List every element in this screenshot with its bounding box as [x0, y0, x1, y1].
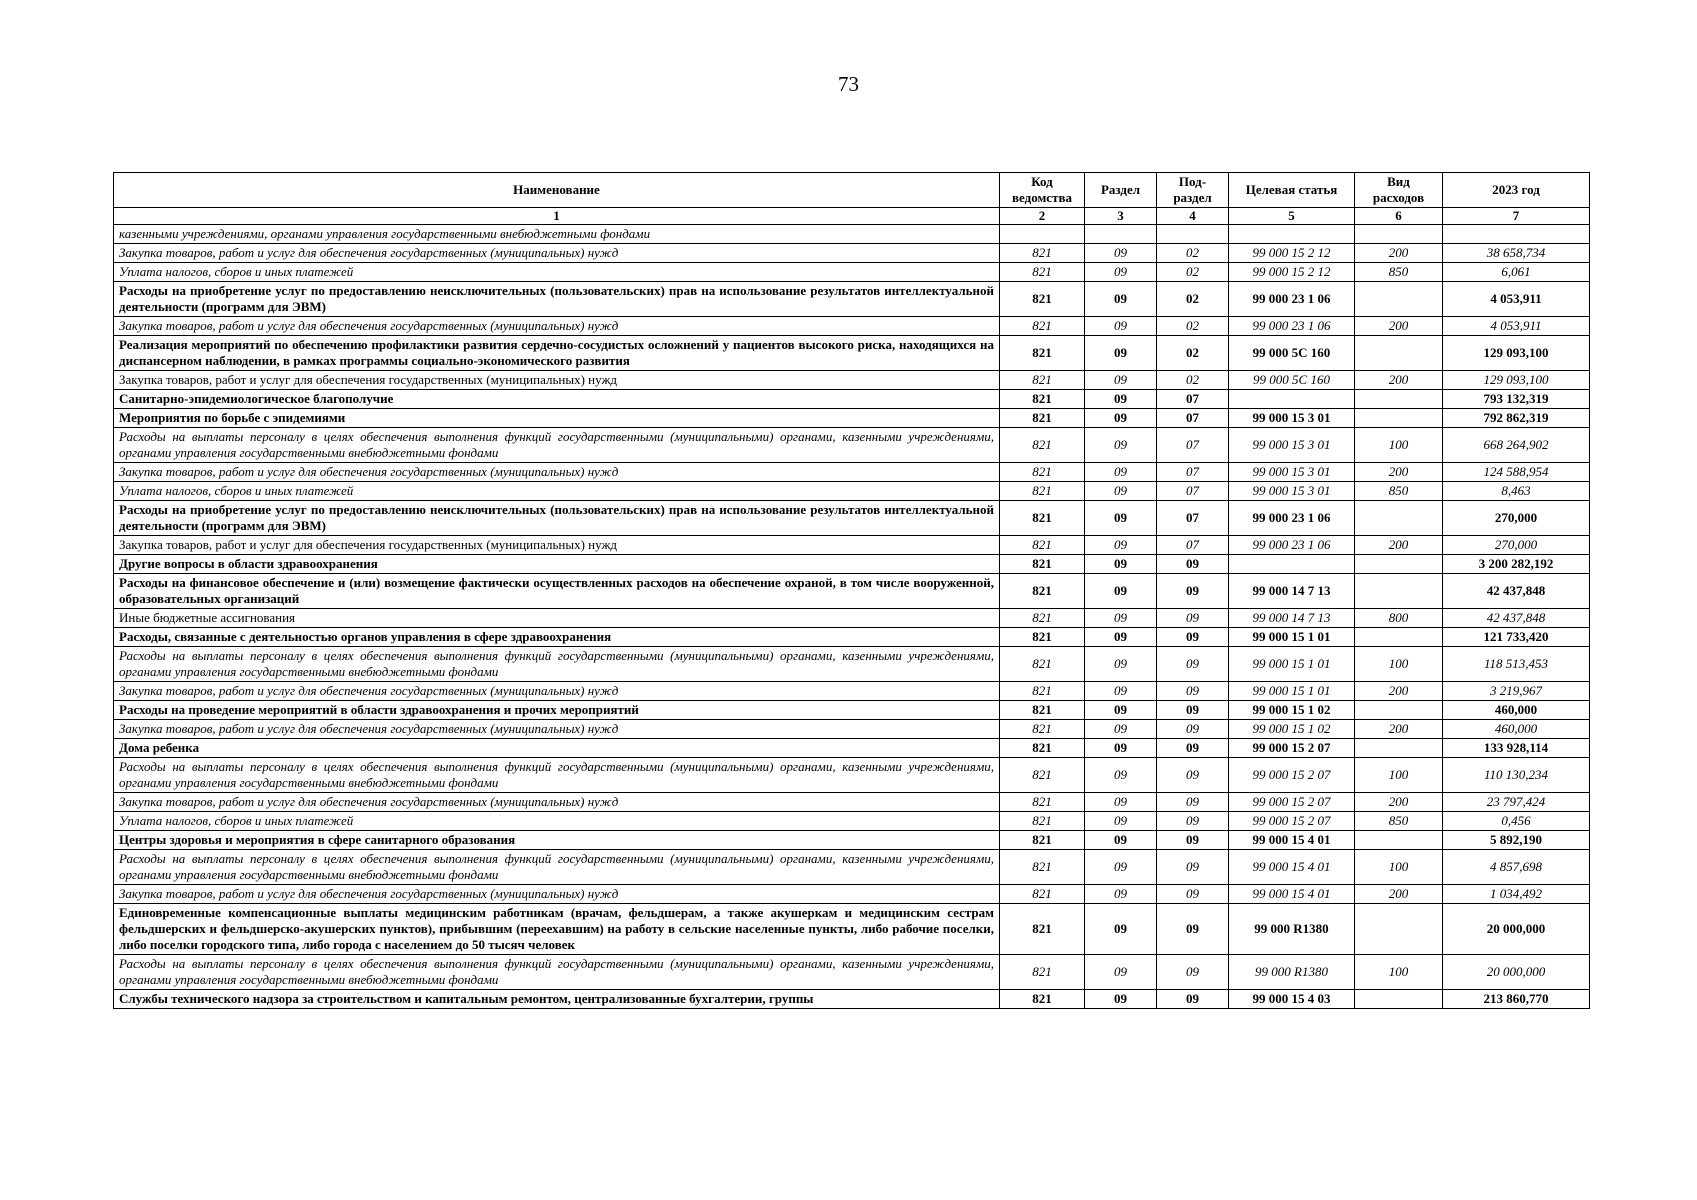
- table-row: [114, 850, 1590, 885]
- row-subsection-cell: 07: [1157, 536, 1229, 555]
- row-amount-cell: 213 860,770: [1443, 990, 1590, 1009]
- table-row: [114, 501, 1590, 536]
- table-row: [114, 409, 1590, 428]
- row-name-cell: Иные бюджетные ассигнования: [114, 609, 1000, 628]
- row-name-cell: Расходы на выплаты персоналу в целях обеспечения выполнения функций государственными (муниципальными) органами, казенными учреждениями, органами управления государственными внебюджетными фондами: [114, 850, 1000, 885]
- table-row: [114, 812, 1590, 831]
- row-target-cell: 99 000 R1380: [1229, 904, 1355, 955]
- row-name-cell: Единовременные компенсационные выплаты медицинским работникам (врачам, фельдшерам, а также акушеркам и медицинским сестрам фельдшерских и фельдшерско-акушерских пунктов), прибывшим (переехавшим) на работу в сельские населенные пункты, либо рабочие поселки, либо поселки городского типа, либо города с населением до 50 тысяч человек: [114, 904, 1000, 955]
- row-subsection-cell: 09: [1157, 555, 1229, 574]
- row-target-cell: 99 000 5С 160: [1229, 371, 1355, 390]
- row-amount-cell: 133 928,114: [1443, 739, 1590, 758]
- row-dept-cell: 821: [1000, 812, 1085, 831]
- row-dept-cell: 821: [1000, 317, 1085, 336]
- row-dept-cell: 821: [1000, 463, 1085, 482]
- row-kind-cell: 100: [1355, 428, 1443, 463]
- row-name-cell: Закупка товаров, работ и услуг для обеспечения государственных (муниципальных) нужд: [114, 536, 1000, 555]
- row-amount-cell: 460,000: [1443, 720, 1590, 739]
- row-section-cell: 09: [1085, 990, 1157, 1009]
- row-name-cell: Расходы на проведение мероприятий в области здравоохранения и прочих мероприятий: [114, 701, 1000, 720]
- row-name-cell: Уплата налогов, сборов и иных платежей: [114, 263, 1000, 282]
- row-section-cell: 09: [1085, 555, 1157, 574]
- row-kind-cell: 200: [1355, 682, 1443, 701]
- row-amount-cell: 270,000: [1443, 501, 1590, 536]
- row-kind-cell: 200: [1355, 536, 1443, 555]
- row-kind-cell: 200: [1355, 244, 1443, 263]
- row-amount-cell: 8,463: [1443, 482, 1590, 501]
- row-dept-cell: 821: [1000, 409, 1085, 428]
- row-target-cell: 99 000 15 1 01: [1229, 647, 1355, 682]
- row-amount-cell: 20 000,000: [1443, 955, 1590, 990]
- row-subsection-cell: 09: [1157, 850, 1229, 885]
- row-kind-cell: [1355, 336, 1443, 371]
- row-target-cell: 99 000 15 2 07: [1229, 758, 1355, 793]
- row-dept-cell: 821: [1000, 758, 1085, 793]
- column-number: 5: [1229, 208, 1355, 225]
- row-subsection-cell: 09: [1157, 904, 1229, 955]
- row-kind-cell: 850: [1355, 812, 1443, 831]
- row-section-cell: 09: [1085, 482, 1157, 501]
- header-kind: Вид расходов: [1355, 173, 1443, 208]
- row-subsection-cell: 09: [1157, 812, 1229, 831]
- row-name-cell: Расходы на выплаты персоналу в целях обеспечения выполнения функций государственными (муниципальными) органами, казенными учреждениями, органами управления государственными внебюджетными фондами: [114, 647, 1000, 682]
- row-amount-cell: 38 658,734: [1443, 244, 1590, 263]
- table-row: [114, 428, 1590, 463]
- row-dept-cell: 821: [1000, 263, 1085, 282]
- row-name-cell: Реализация мероприятий по обеспечению профилактики развития сердечно-сосудистых осложнений у пациентов высокого риска, находящихся на диспансерном наблюдении, в рамках программы социально-экономического развития: [114, 336, 1000, 371]
- row-section-cell: 09: [1085, 371, 1157, 390]
- row-dept-cell: 821: [1000, 555, 1085, 574]
- row-name-cell: Уплата налогов, сборов и иных платежей: [114, 812, 1000, 831]
- row-amount-cell: 0,456: [1443, 812, 1590, 831]
- row-subsection-cell: 02: [1157, 371, 1229, 390]
- row-kind-cell: 850: [1355, 263, 1443, 282]
- table-row: [114, 609, 1590, 628]
- row-amount-cell: 129 093,100: [1443, 336, 1590, 371]
- row-section-cell: 09: [1085, 390, 1157, 409]
- row-name-cell: Расходы на приобретение услуг по предоставлению неисключительных (пользовательских) прав на использование результатов интеллектуальной деятельности (программ для ЭВМ): [114, 501, 1000, 536]
- row-amount-cell: 4 053,911: [1443, 317, 1590, 336]
- row-dept-cell: 821: [1000, 739, 1085, 758]
- column-number-row: [114, 208, 1590, 225]
- table-row: [114, 536, 1590, 555]
- row-dept-cell: 821: [1000, 990, 1085, 1009]
- table-row: [114, 244, 1590, 263]
- row-section-cell: 09: [1085, 758, 1157, 793]
- row-section-cell: 09: [1085, 812, 1157, 831]
- row-dept-cell: 821: [1000, 793, 1085, 812]
- row-subsection-cell: 09: [1157, 609, 1229, 628]
- table-row: [114, 739, 1590, 758]
- row-kind-cell: 200: [1355, 720, 1443, 739]
- row-dept-cell: 821: [1000, 336, 1085, 371]
- row-target-cell: 99 000 15 1 02: [1229, 701, 1355, 720]
- table-row: [114, 720, 1590, 739]
- row-dept-cell: 821: [1000, 647, 1085, 682]
- row-section-cell: 09: [1085, 282, 1157, 317]
- row-name-cell: Дома ребенка: [114, 739, 1000, 758]
- row-kind-cell: [1355, 282, 1443, 317]
- row-section-cell: 09: [1085, 682, 1157, 701]
- row-dept-cell: 821: [1000, 282, 1085, 317]
- table-row: [114, 904, 1590, 955]
- row-dept-cell: 821: [1000, 904, 1085, 955]
- row-kind-cell: [1355, 628, 1443, 647]
- row-subsection-cell: 09: [1157, 739, 1229, 758]
- row-dept-cell: 821: [1000, 955, 1085, 990]
- row-amount-cell: 3 200 282,192: [1443, 555, 1590, 574]
- table-row: [114, 885, 1590, 904]
- row-section-cell: 09: [1085, 904, 1157, 955]
- row-kind-cell: [1355, 904, 1443, 955]
- row-name-cell: Закупка товаров, работ и услуг для обеспечения государственных (муниципальных) нужд: [114, 885, 1000, 904]
- row-section-cell: 09: [1085, 428, 1157, 463]
- row-amount-cell: 124 588,954: [1443, 463, 1590, 482]
- table-row: [114, 336, 1590, 371]
- row-amount-cell: 792 862,319: [1443, 409, 1590, 428]
- row-dept-cell: 821: [1000, 682, 1085, 701]
- row-target-cell: 99 000 R1380: [1229, 955, 1355, 990]
- row-amount-cell: 460,000: [1443, 701, 1590, 720]
- row-subsection-cell: 02: [1157, 244, 1229, 263]
- row-amount-cell: 4 857,698: [1443, 850, 1590, 885]
- row-kind-cell: 850: [1355, 482, 1443, 501]
- row-name-cell: Расходы на выплаты персоналу в целях обеспечения выполнения функций государственными (муниципальными) органами, казенными учреждениями, органами управления государственными внебюджетными фондами: [114, 955, 1000, 990]
- row-section-cell: 09: [1085, 244, 1157, 263]
- row-kind-cell: 200: [1355, 885, 1443, 904]
- row-subsection-cell: 09: [1157, 831, 1229, 850]
- row-amount-cell: [1443, 225, 1590, 244]
- row-target-cell: 99 000 23 1 06: [1229, 317, 1355, 336]
- row-name-cell: Санитарно-эпидемиологическое благополучие: [114, 390, 1000, 409]
- row-dept-cell: 821: [1000, 574, 1085, 609]
- page-number: 73: [838, 72, 859, 96]
- row-dept-cell: 821: [1000, 850, 1085, 885]
- row-kind-cell: [1355, 409, 1443, 428]
- table-row: [114, 955, 1590, 990]
- row-dept-cell: 821: [1000, 244, 1085, 263]
- row-kind-cell: [1355, 701, 1443, 720]
- row-target-cell: 99 000 15 4 01: [1229, 885, 1355, 904]
- column-number: 1: [114, 208, 1000, 225]
- table-row: [114, 628, 1590, 647]
- column-number: 2: [1000, 208, 1085, 225]
- row-dept-cell: 821: [1000, 720, 1085, 739]
- row-target-cell: 99 000 23 1 06: [1229, 536, 1355, 555]
- row-subsection-cell: 09: [1157, 990, 1229, 1009]
- header-target: Целевая статья: [1229, 173, 1355, 208]
- column-number: 7: [1443, 208, 1590, 225]
- row-kind-cell: 200: [1355, 463, 1443, 482]
- row-target-cell: 99 000 15 3 01: [1229, 463, 1355, 482]
- row-section-cell: 09: [1085, 955, 1157, 990]
- row-amount-cell: 1 034,492: [1443, 885, 1590, 904]
- row-amount-cell: 793 132,319: [1443, 390, 1590, 409]
- row-section-cell: 09: [1085, 739, 1157, 758]
- row-dept-cell: 821: [1000, 390, 1085, 409]
- row-name-cell: Закупка товаров, работ и услуг для обеспечения государственных (муниципальных) нужд: [114, 244, 1000, 263]
- row-subsection-cell: 02: [1157, 317, 1229, 336]
- row-target-cell: 99 000 15 4 01: [1229, 850, 1355, 885]
- row-amount-cell: 42 437,848: [1443, 609, 1590, 628]
- table-row: [114, 647, 1590, 682]
- row-target-cell: 99 000 23 1 06: [1229, 501, 1355, 536]
- row-name-cell: Центры здоровья и мероприятия в сфере санитарного образования: [114, 831, 1000, 850]
- row-subsection-cell: 07: [1157, 463, 1229, 482]
- header-dept: Код ведомства: [1000, 173, 1085, 208]
- row-section-cell: 09: [1085, 885, 1157, 904]
- row-subsection-cell: 07: [1157, 390, 1229, 409]
- header-year: 2023 год: [1443, 173, 1590, 208]
- row-target-cell: 99 000 15 3 01: [1229, 409, 1355, 428]
- table-row: [114, 317, 1590, 336]
- row-amount-cell: 118 513,453: [1443, 647, 1590, 682]
- row-kind-cell: 200: [1355, 371, 1443, 390]
- row-section-cell: 09: [1085, 336, 1157, 371]
- row-subsection-cell: 09: [1157, 955, 1229, 990]
- row-target-cell: 99 000 14 7 13: [1229, 574, 1355, 609]
- row-section-cell: 09: [1085, 263, 1157, 282]
- row-amount-cell: 5 892,190: [1443, 831, 1590, 850]
- column-number: 3: [1085, 208, 1157, 225]
- header-section: Раздел: [1085, 173, 1157, 208]
- row-name-cell: Службы технического надзора за строительством и капитальным ремонтом, централизованные бухгалтерии, группы: [114, 990, 1000, 1009]
- row-subsection-cell: 07: [1157, 482, 1229, 501]
- row-amount-cell: 270,000: [1443, 536, 1590, 555]
- row-dept-cell: 821: [1000, 371, 1085, 390]
- row-section-cell: 09: [1085, 831, 1157, 850]
- row-amount-cell: 668 264,902: [1443, 428, 1590, 463]
- table-row: [114, 758, 1590, 793]
- row-kind-cell: 100: [1355, 850, 1443, 885]
- row-target-cell: 99 000 15 3 01: [1229, 482, 1355, 501]
- table-row: [114, 463, 1590, 482]
- row-target-cell: [1229, 555, 1355, 574]
- row-name-cell: Закупка товаров, работ и услуг для обеспечения государственных (муниципальных) нужд: [114, 463, 1000, 482]
- row-target-cell: 99 000 15 2 12: [1229, 263, 1355, 282]
- row-subsection-cell: 07: [1157, 501, 1229, 536]
- header-name: Наименование: [114, 173, 1000, 208]
- row-amount-cell: 23 797,424: [1443, 793, 1590, 812]
- row-kind-cell: [1355, 831, 1443, 850]
- row-kind-cell: [1355, 390, 1443, 409]
- table-row: [114, 555, 1590, 574]
- row-subsection-cell: 09: [1157, 758, 1229, 793]
- row-target-cell: 99 000 14 7 13: [1229, 609, 1355, 628]
- row-subsection-cell: 09: [1157, 682, 1229, 701]
- row-name-cell: Закупка товаров, работ и услуг для обеспечения государственных (муниципальных) нужд: [114, 793, 1000, 812]
- row-target-cell: 99 000 15 3 01: [1229, 428, 1355, 463]
- row-target-cell: 99 000 15 2 07: [1229, 812, 1355, 831]
- row-dept-cell: 821: [1000, 428, 1085, 463]
- row-name-cell: казенными учреждениями, органами управления государственными внебюджетными фондами: [114, 225, 1000, 244]
- table-row: [114, 574, 1590, 609]
- table-body: [114, 225, 1590, 1009]
- row-section-cell: 09: [1085, 317, 1157, 336]
- row-name-cell: Закупка товаров, работ и услуг для обеспечения государственных (муниципальных) нужд: [114, 317, 1000, 336]
- table-row: [114, 793, 1590, 812]
- row-target-cell: 99 000 15 2 12: [1229, 244, 1355, 263]
- row-section-cell: [1085, 225, 1157, 244]
- row-amount-cell: 3 219,967: [1443, 682, 1590, 701]
- row-target-cell: 99 000 5С 160: [1229, 336, 1355, 371]
- row-dept-cell: 821: [1000, 536, 1085, 555]
- row-kind-cell: 100: [1355, 955, 1443, 990]
- row-target-cell: 99 000 15 4 01: [1229, 831, 1355, 850]
- row-kind-cell: [1355, 501, 1443, 536]
- row-subsection-cell: 09: [1157, 701, 1229, 720]
- row-target-cell: 99 000 15 2 07: [1229, 793, 1355, 812]
- row-subsection-cell: 09: [1157, 720, 1229, 739]
- row-target-cell: 99 000 23 1 06: [1229, 282, 1355, 317]
- row-name-cell: Расходы на приобретение услуг по предоставлению неисключительных (пользовательских) прав на использование результатов интеллектуальной деятельности (программ для ЭВМ): [114, 282, 1000, 317]
- row-name-cell: Закупка товаров, работ и услуг для обеспечения государственных (муниципальных) нужд: [114, 371, 1000, 390]
- row-subsection-cell: 02: [1157, 282, 1229, 317]
- table-row: [114, 263, 1590, 282]
- row-amount-cell: 110 130,234: [1443, 758, 1590, 793]
- row-name-cell: Расходы на выплаты персоналу в целях обеспечения выполнения функций государственными (муниципальными) органами, казенными учреждениями, органами управления государственными внебюджетными фондами: [114, 758, 1000, 793]
- row-dept-cell: 821: [1000, 482, 1085, 501]
- table-row: [114, 482, 1590, 501]
- row-amount-cell: 121 733,420: [1443, 628, 1590, 647]
- row-name-cell: Расходы на выплаты персоналу в целях обеспечения выполнения функций государственными (муниципальными) органами, казенными учреждениями, органами управления государственными внебюджетными фондами: [114, 428, 1000, 463]
- row-section-cell: 09: [1085, 720, 1157, 739]
- table-row: [114, 682, 1590, 701]
- table-row: [114, 225, 1590, 244]
- row-name-cell: Закупка товаров, работ и услуг для обеспечения государственных (муниципальных) нужд: [114, 682, 1000, 701]
- row-subsection-cell: 09: [1157, 793, 1229, 812]
- row-dept-cell: 821: [1000, 628, 1085, 647]
- row-name-cell: Расходы на финансовое обеспечение и (или) возмещение фактически осуществленных расходов на обеспечение охраной, в том числе вооруженной, образовательных организаций: [114, 574, 1000, 609]
- row-target-cell: 99 000 15 1 01: [1229, 628, 1355, 647]
- row-kind-cell: 200: [1355, 793, 1443, 812]
- row-subsection-cell: [1157, 225, 1229, 244]
- column-number: 4: [1157, 208, 1229, 225]
- row-subsection-cell: 09: [1157, 628, 1229, 647]
- row-subsection-cell: 07: [1157, 409, 1229, 428]
- header-row: [114, 173, 1590, 208]
- row-section-cell: 09: [1085, 647, 1157, 682]
- row-section-cell: 09: [1085, 609, 1157, 628]
- row-target-cell: 99 000 15 1 01: [1229, 682, 1355, 701]
- row-target-cell: 99 000 15 1 02: [1229, 720, 1355, 739]
- row-amount-cell: 6,061: [1443, 263, 1590, 282]
- row-subsection-cell: 02: [1157, 263, 1229, 282]
- row-section-cell: 09: [1085, 850, 1157, 885]
- row-name-cell: Уплата налогов, сборов и иных платежей: [114, 482, 1000, 501]
- row-name-cell: Закупка товаров, работ и услуг для обеспечения государственных (муниципальных) нужд: [114, 720, 1000, 739]
- row-kind-cell: 100: [1355, 758, 1443, 793]
- row-section-cell: 09: [1085, 701, 1157, 720]
- row-section-cell: 09: [1085, 501, 1157, 536]
- row-amount-cell: 42 437,848: [1443, 574, 1590, 609]
- row-kind-cell: [1355, 739, 1443, 758]
- row-subsection-cell: 09: [1157, 885, 1229, 904]
- row-kind-cell: 800: [1355, 609, 1443, 628]
- row-dept-cell: 821: [1000, 609, 1085, 628]
- row-target-cell: [1229, 225, 1355, 244]
- row-section-cell: 09: [1085, 628, 1157, 647]
- row-amount-cell: 20 000,000: [1443, 904, 1590, 955]
- row-target-cell: 99 000 15 4 03: [1229, 990, 1355, 1009]
- row-subsection-cell: 02: [1157, 336, 1229, 371]
- row-amount-cell: 4 053,911: [1443, 282, 1590, 317]
- column-number: 6: [1355, 208, 1443, 225]
- row-subsection-cell: 07: [1157, 428, 1229, 463]
- row-section-cell: 09: [1085, 463, 1157, 482]
- table-row: [114, 701, 1590, 720]
- row-name-cell: Другие вопросы в области здравоохранения: [114, 555, 1000, 574]
- row-kind-cell: 100: [1355, 647, 1443, 682]
- row-amount-cell: 129 093,100: [1443, 371, 1590, 390]
- row-dept-cell: 821: [1000, 831, 1085, 850]
- row-name-cell: Расходы, связанные с деятельностью органов управления в сфере здравоохранения: [114, 628, 1000, 647]
- row-target-cell: [1229, 390, 1355, 409]
- budget-table: [113, 172, 1590, 1009]
- row-section-cell: 09: [1085, 409, 1157, 428]
- row-kind-cell: 200: [1355, 317, 1443, 336]
- table-row: [114, 282, 1590, 317]
- row-kind-cell: [1355, 574, 1443, 609]
- row-dept-cell: 821: [1000, 885, 1085, 904]
- row-section-cell: 09: [1085, 536, 1157, 555]
- row-section-cell: 09: [1085, 793, 1157, 812]
- header-subsection: Под-раздел: [1157, 173, 1229, 208]
- table-row: [114, 831, 1590, 850]
- table-row: [114, 390, 1590, 409]
- row-dept-cell: 821: [1000, 501, 1085, 536]
- row-kind-cell: [1355, 555, 1443, 574]
- table-row: [114, 371, 1590, 390]
- table-row: [114, 990, 1590, 1009]
- row-kind-cell: [1355, 990, 1443, 1009]
- row-target-cell: 99 000 15 2 07: [1229, 739, 1355, 758]
- row-subsection-cell: 09: [1157, 647, 1229, 682]
- row-name-cell: Мероприятия по борьбе с эпидемиями: [114, 409, 1000, 428]
- row-dept-cell: [1000, 225, 1085, 244]
- row-kind-cell: [1355, 225, 1443, 244]
- row-section-cell: 09: [1085, 574, 1157, 609]
- row-subsection-cell: 09: [1157, 574, 1229, 609]
- row-dept-cell: 821: [1000, 701, 1085, 720]
